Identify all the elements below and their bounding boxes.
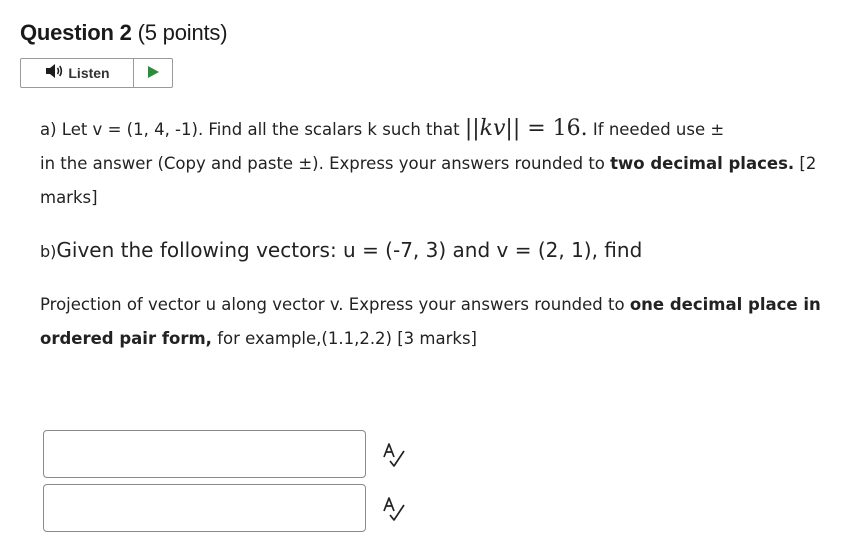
question-number: Question 2 [20,20,132,45]
part-a-text-1: a) Let v = (1, 4, -1). Find all the scalars k such that [40,120,465,139]
part-b2-text-1: Projection of vector u along vector v. Express your answers rounded to [40,295,630,314]
part-a-text-3: in the answer (Copy and paste [40,154,299,173]
plus-minus-symbol-2: ± [298,154,313,173]
listen-label: Listen [68,65,110,81]
part-a-bold: two decimal places. [610,154,795,173]
part-b-statement: Given the following vectors: u = (-7, 3) and v = (2, 1), find [56,238,643,262]
norm-bars-right: || [505,116,521,141]
part-b2-bold: one decimal place in ordered pair form, [40,295,821,348]
norm-expression [465,116,588,141]
part-a-text [40,112,840,215]
answer-input-2[interactable] [43,484,366,532]
norm-bars-left: || [464,116,480,141]
question-title [20,20,227,46]
part-a-text-2: If needed use [587,120,711,139]
listen-widget[interactable] [20,58,173,88]
norm-variable: kv [479,116,506,141]
part-b-label: b) [40,242,57,261]
play-icon [146,64,160,83]
part-b2-marks: for example,(1.1,2.2) [3 marks] [211,329,477,348]
listen-button[interactable] [21,59,134,87]
part-b2-text [40,288,840,356]
norm-value: 16. [552,116,588,141]
spellcheck-icon[interactable] [381,440,407,468]
plus-minus-symbol: ± [710,120,725,139]
answer-input-1[interactable] [43,430,366,478]
speaker-icon [44,63,64,83]
part-a-marks: [2 marks] [40,154,817,207]
part-b-text [40,233,840,269]
spellcheck-icon[interactable] [381,494,407,522]
part-a-text-4: ). Express your answers rounded to [312,154,611,173]
play-button[interactable] [134,59,172,87]
question-points: (5 points) [137,20,228,45]
norm-equals: = [520,116,553,141]
